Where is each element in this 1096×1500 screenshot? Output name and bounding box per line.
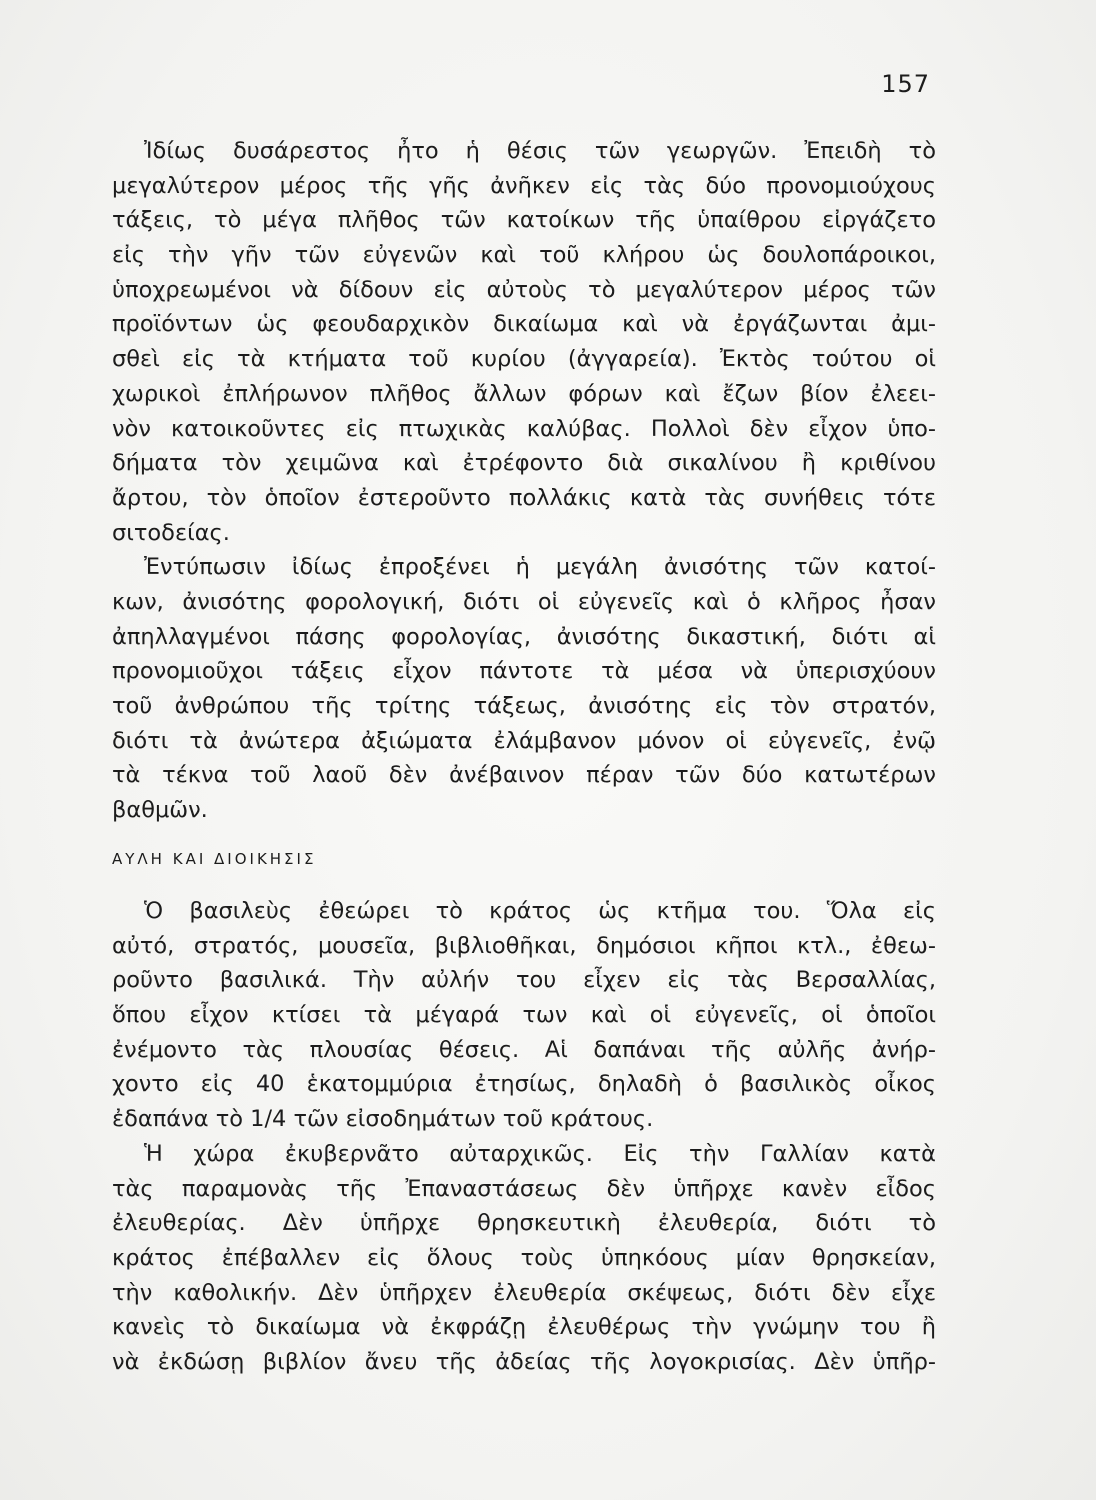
text-line: νὸν κατοικοῦντες εἰς πτωχικὰς καλύβας. Πολλοὶ δὲν εἶχον ὑπο- xyxy=(112,415,936,442)
text-line: Ἡ χώρα ἐκυβερνᾶτο αὐταρχικῶς. Εἰς τὴν Γαλλίαν κατὰ xyxy=(144,1140,936,1167)
text-line: Ἐντύπωσιν ἰδίως ἐπροξένει ἡ μεγάλη ἀνισότης τῶν κατοί- xyxy=(144,554,936,581)
section-heading: ΑΥΛΗ ΚΑΙ ΔΙΟΙΚΗΣΙΣ xyxy=(112,850,317,868)
text-line: βαθμῶν. xyxy=(112,797,208,824)
text-line: ἐδαπάνα τὸ 1/4 τῶν εἰσοδημάτων τοῦ κράτους. xyxy=(112,1106,654,1133)
text-line: δήματα τὸν χειμῶνα καὶ ἐτρέφοντο διὰ σικαλίνου ἢ κριθίνου xyxy=(112,450,936,477)
text-line: τὰ τέκνα τοῦ λαοῦ δὲν ἀνέβαινον πέραν τῶν δύο κατωτέρων xyxy=(112,762,936,789)
paragraph xyxy=(112,1137,936,1380)
text-line: διότι τὰ ἀνώτερα ἀξιώματα ἐλάμβανον μόνον οἱ εὐγενεῖς, ἐνῷ xyxy=(112,727,936,754)
text-line: Ὁ βασιλεὺς ἐθεώρει τὸ κράτος ὡς κτῆμα του. Ὅλα εἰς xyxy=(144,898,936,924)
text-line: ροῦντο βασιλικά. Τὴν αὐλήν του εἶχεν εἰς τὰς Βερσαλλίας, xyxy=(112,967,936,994)
text-line: ἐλευθερίας. Δὲν ὑπῆρχε θρησκευτικὴ ἐλευθερία, διότι τὸ xyxy=(112,1210,936,1237)
text-line: κανεὶς τὸ δικαίωμα νὰ ἐκφράζῃ ἐλευθέρως τὴν γνώμην του ἢ xyxy=(112,1314,936,1341)
text-line: ὅπου εἶχον κτίσει τὰ μέγαρά των καὶ οἱ εὐγενεῖς, οἱ ὁποῖοι xyxy=(112,1002,936,1029)
text-line: χοντο εἰς 40 ἑκατομμύρια ἐτησίως, δηλαδὴ ὁ βασιλικὸς οἶκος xyxy=(112,1071,936,1098)
text-block-after-heading xyxy=(112,894,936,1380)
text-line: εἰς τὴν γῆν τῶν εὐγενῶν καὶ τοῦ κλήρου ὡς δουλοπάροικοι, xyxy=(112,242,936,269)
text-line: τάξεις, τὸ μέγα πλῆθος τῶν κατοίκων τῆς ὑπαίθρου εἰργάζετο xyxy=(112,207,936,234)
text-line: νὰ ἐκδώσῃ βιβλίον ἄνευ τῆς ἀδείας τῆς λογοκρισίας. Δὲν ὑπῆρ- xyxy=(112,1348,936,1375)
text-line: σθεὶ εἰς τὰ κτήματα τοῦ κυρίου (ἀγγαρεία). Ἐκτὸς τούτου οἱ xyxy=(112,346,936,373)
text-line: χωρικοὶ ἐπλήρωνον πλῆθος ἄλλων φόρων καὶ ἔζων βίον ἐλεει- xyxy=(112,380,936,407)
text-line: μεγαλύτερον μέρος τῆς γῆς ἀνῆκεν εἰς τὰς δύο προνομιούχους xyxy=(112,172,936,199)
text-line: τὴν καθολικήν. Δὲν ὑπῆρχεν ἐλευθερία σκέψεως, διότι δὲν εἶχε xyxy=(112,1279,936,1306)
text-line: τὰς παραμονὰς τῆς Ἐπαναστάσεως δὲν ὑπῆρχε κανὲν εἶδος xyxy=(112,1175,936,1202)
text-line: αὐτό, στρατός, μουσεῖα, βιβλιοθῆκαι, δημόσιοι κῆποι κτλ., ἐθεω- xyxy=(112,932,936,959)
text-line: ἄρτου, τὸν ὁποῖον ἐστεροῦντο πολλάκις κατὰ τὰς συνήθεις τότε xyxy=(112,484,936,511)
paragraph xyxy=(112,894,936,1137)
text-line: τοῦ ἀνθρώπου τῆς τρίτης τάξεως, ἀνισότης εἰς τὸν στρατόν, xyxy=(112,693,936,719)
text-block-before-heading xyxy=(112,134,936,828)
text-line: προνομιοῦχοι τάξεις εἶχον πάντοτε τὰ μέσα νὰ ὑπερισχύουν xyxy=(112,658,936,685)
text-line: ὑποχρεωμένοι νὰ δίδουν εἰς αὐτοὺς τὸ μεγαλύτερον μέρος τῶν xyxy=(112,276,936,303)
text-line: Ἰδίως δυσάρεστος ἦτο ἡ θέσις τῶν γεωργῶν. Ἐπειδὴ τὸ xyxy=(144,138,936,164)
text-line: προϊόντων ὡς φεουδαρχικὸν δικαίωμα καὶ νὰ ἐργάζωνται ἀμι- xyxy=(112,311,936,338)
text-line: ἀπηλλαγμένοι πάσης φορολογίας, ἀνισότης δικαστική, διότι αἱ xyxy=(112,623,936,650)
paragraph xyxy=(112,134,936,550)
paragraph xyxy=(112,550,936,828)
text-line: ἐνέμοντο τὰς πλουσίας θέσεις. Αἱ δαπάναι τῆς αὐλῆς ἀνήρ- xyxy=(112,1036,936,1063)
text-line: κων, ἀνισότης φορολογική, διότι οἱ εὐγενεῖς καὶ ὁ κλῆρος ἦσαν xyxy=(112,588,936,615)
page-number: 157 xyxy=(881,70,930,98)
text-line: κράτος ἐπέβαλλεν εἰς ὅλους τοὺς ὑπηκόους μίαν θρησκείαν, xyxy=(112,1244,936,1271)
text-line: σιτοδείας. xyxy=(112,519,230,546)
